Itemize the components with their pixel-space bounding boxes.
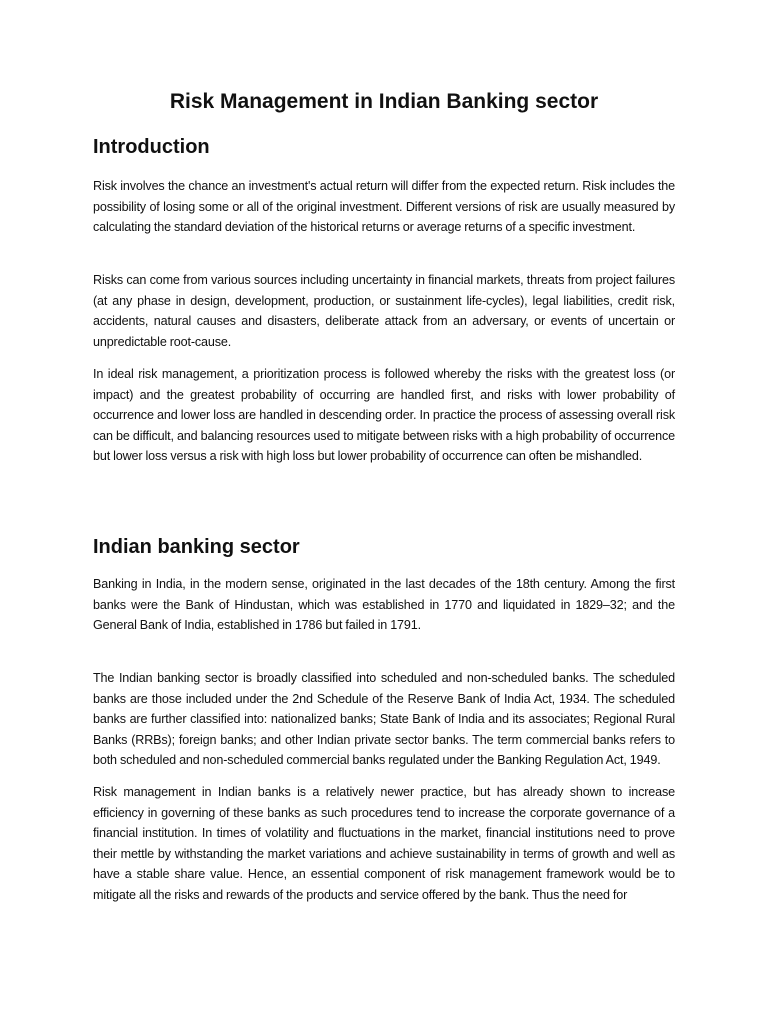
paragraph: The Indian banking sector is broadly classified into scheduled and non-scheduled banks. The scheduled banks are those included under the 2nd Schedule of the Reserve Bank of India Act, 1934. The scheduled banks are further classified into: nationalized banks; State Bank of India and its associates; Regional Rural Banks (RRBs); foreign banks; and other Indian private sector banks. The term commercial banks refers to both scheduled and non-scheduled commercial banks regulated under the Banking Regulation Act, 1949. — [93, 671, 675, 768]
paragraph: In ideal risk management, a prioritization process is followed whereby the risks with the greatest loss (or impact) and the greatest probability of occurring are handled first, and risks with lower probability of occurrence and lower loss are handled in descending order. In practice the process of assessing overall risk can be difficult, and balancing resources used to mitigate between risks with a high probability of occurrence but lower loss versus a risk with high loss but lower probability of occurrence can often be mishandled. — [93, 367, 675, 464]
paragraph: Risk involves the chance an investment's actual return will differ from the expected return. Risk includes the possibility of losing some or all of the original investment. Different versions of risk are usually measured by calculating the standard deviation of the historical returns or average returns of a specific investment. — [93, 179, 675, 235]
document-title: Risk Management in Indian Banking sector — [169, 90, 599, 113]
paragraph: Risk management in Indian banks is a relatively newer practice, but has already shown to increase efficiency in governing of these banks as such procedures tend to increase the corporate governance of a financial institution. In times of volatility and fluctuations in the market, financial institutions need to prove their mettle by withstanding the market variations and achieve sustainability in terms of growth and well as have a stable share value. Hence, an essential component of risk management framework would be to mitigate all the risks and rewards of the products and service offered by the bank. Thus the need for — [93, 785, 675, 902]
section-heading-introduction: Introduction — [93, 136, 210, 158]
section-heading-indian-banking: Indian banking sector — [93, 536, 300, 558]
paragraph: Risks can come from various sources including uncertainty in financial markets, threats from project failures (at any phase in design, development, production, or sustainment life-cycles), legal liabilities, credit risk, accidents, natural causes and disasters, deliberate attack from an adversary, or events of uncertain or unpredictable root-cause. — [93, 273, 675, 349]
paragraph: Banking in India, in the modern sense, originated in the last decades of the 18th century. Among the first banks were the Bank of Hindustan, which was established in 1770 and liquidated in 1829–32; and the General Bank of India, established in 1786 but failed in 1791. — [93, 577, 675, 633]
